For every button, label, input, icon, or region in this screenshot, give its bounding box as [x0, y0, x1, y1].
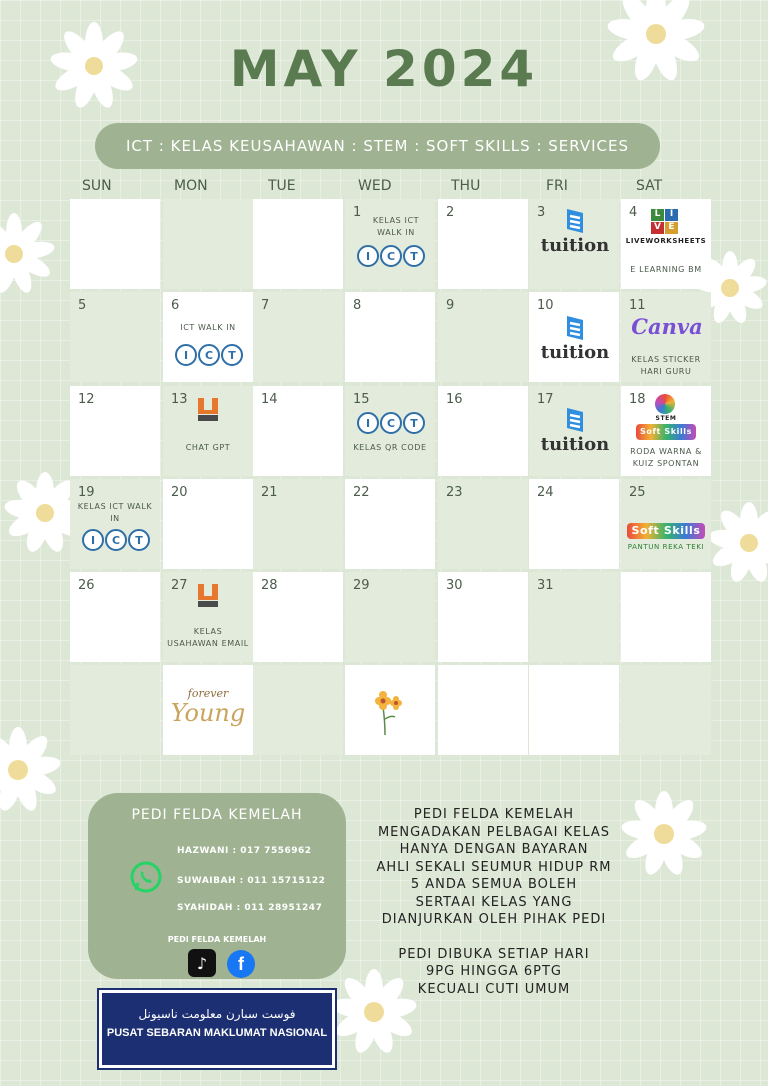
- calendar-day-5: [70, 292, 160, 382]
- tuition-logo: [535, 314, 615, 363]
- social-label: PEDI FELDA KEMELAH: [167, 935, 267, 944]
- calendar-cell-empty: [621, 572, 711, 662]
- info-line: KECUALI CUTI UMUM: [417, 981, 571, 997]
- calendar-day-19: [70, 479, 160, 569]
- info-line: SERTAAI KELAS YANG: [415, 894, 573, 910]
- ict-letter: C: [198, 344, 220, 366]
- day-number: 29: [353, 578, 370, 593]
- calendar-day-15: [345, 386, 435, 476]
- ict-logo: [82, 529, 150, 551]
- calendar-day-12: [70, 386, 160, 476]
- live-letter: E: [665, 222, 678, 234]
- day-number: 23: [446, 485, 463, 500]
- day-number: 28: [261, 578, 278, 593]
- day-number: 21: [261, 485, 278, 500]
- usahawan-logo-icon: [195, 582, 221, 608]
- day-number: 17: [537, 392, 554, 407]
- calendar-day-4: [621, 199, 711, 289]
- info-line: [360, 929, 628, 946]
- young-text: Young: [170, 699, 246, 727]
- book-icon: [563, 207, 587, 235]
- event-label: KELAS QR CODE: [353, 443, 427, 452]
- calendar-day-20: [163, 479, 253, 569]
- ict-letter: T: [403, 412, 425, 434]
- event-label: ICT WALK IN: [180, 323, 236, 332]
- calendar-cell-decoration: [345, 665, 435, 755]
- info-line: 5 ANDA SEMUA BOLEH: [410, 877, 578, 892]
- calendar-day-23: [438, 479, 528, 569]
- event-label: E LEARNING BM: [630, 265, 702, 274]
- day-number: 16: [446, 392, 463, 407]
- daisy-decoration: [618, 788, 710, 880]
- contact-card-title: PEDI FELDA KEMELAH: [131, 807, 303, 823]
- calendar-day-27: [163, 572, 253, 662]
- tiktok-icon[interactable]: ♪: [188, 949, 216, 977]
- softskills-logo: Soft Skills: [627, 523, 704, 539]
- calendar-cell-empty: [529, 665, 619, 755]
- calendar-cell-empty: [438, 665, 528, 755]
- day-number: 6: [171, 298, 180, 313]
- calendar-day-6: [163, 292, 253, 382]
- calendar-day-2: [438, 199, 528, 289]
- live-letter: L: [651, 209, 664, 221]
- ict-letter: I: [82, 529, 104, 551]
- ict-letter: C: [380, 245, 402, 267]
- calendar-day-28: [253, 572, 343, 662]
- info-text: [360, 806, 628, 998]
- calendar-cell-empty: [163, 199, 253, 289]
- weekday-sun: SUN: [82, 178, 112, 194]
- calendar-cell-empty: [70, 199, 160, 289]
- calendar-day-10: [529, 292, 619, 382]
- calendar-day-21: [253, 479, 343, 569]
- calendar-day-26: [70, 572, 160, 662]
- calendar-cell-empty: [621, 665, 711, 755]
- weekday-thu: THU: [451, 178, 481, 194]
- canva-logo: Canva: [631, 314, 703, 339]
- day-number: 22: [353, 485, 370, 500]
- liveworksheets-label: LIVEWORKSHEETS: [625, 237, 707, 245]
- forever-text: forever: [187, 687, 229, 700]
- daisy-decoration: [0, 724, 64, 816]
- weekday-fri: FRI: [546, 178, 568, 194]
- calendar-day-1: [345, 199, 435, 289]
- day-number: 8: [353, 298, 362, 313]
- ict-letter: C: [105, 529, 127, 551]
- ict-letter: I: [175, 344, 197, 366]
- calendar-day-14: [253, 386, 343, 476]
- calendar-day-9: [438, 292, 528, 382]
- calendar-day-31: [529, 572, 619, 662]
- live-letter: I: [665, 209, 678, 221]
- calendar-day-11: [621, 292, 711, 382]
- info-line: AHLI SEKALI SEUMUR HIDUP RM: [376, 859, 612, 875]
- day-number: 31: [537, 578, 554, 593]
- info-line: MENGADAKAN PELBAGAI KELAS: [377, 824, 611, 840]
- ict-logo: [357, 245, 425, 267]
- calendar-cell-decoration: [163, 665, 253, 755]
- calendar-day-24: [529, 479, 619, 569]
- event-label: KELAS ICT WALK IN: [372, 216, 420, 237]
- day-number: 14: [261, 392, 278, 407]
- facebook-icon[interactable]: f: [227, 950, 255, 978]
- stem-label: STEM: [655, 415, 677, 422]
- ict-letter: T: [403, 245, 425, 267]
- day-number: 1: [353, 205, 362, 220]
- whatsapp-icon[interactable]: [130, 861, 162, 893]
- flower-icon: [367, 689, 407, 737]
- day-number: 30: [446, 578, 463, 593]
- weekday-mon: MON: [174, 178, 208, 194]
- event-label: KELAS STICKER HARI GURU: [631, 355, 701, 376]
- info-line: HANYA DENGAN BAYARAN: [399, 842, 589, 857]
- ict-letter: T: [221, 344, 243, 366]
- day-number: 19: [78, 485, 95, 500]
- day-number: 24: [537, 485, 554, 500]
- weekday-tue: TUE: [268, 178, 296, 194]
- calendar-cell-empty: [253, 199, 343, 289]
- contact-suwaibah: SUWAIBAH : 011 15715122: [177, 876, 326, 886]
- calendar-cell-empty: [253, 665, 343, 755]
- event-label: CHAT GPT: [185, 443, 231, 452]
- weekday-sat: SAT: [636, 178, 663, 194]
- tuition-word: tuition: [540, 235, 610, 256]
- day-number: 15: [353, 392, 370, 407]
- day-number: 3: [537, 205, 546, 220]
- agency-jawi-name: فوست سبارن معلومت ناسيونل: [138, 1007, 296, 1021]
- day-number: 7: [261, 298, 270, 313]
- info-line: DIANJURKAN OLEH PIHAK PEDI: [381, 912, 607, 927]
- stem-icon: [655, 394, 675, 414]
- info-line: PEDI FELDA KEMELAH: [413, 807, 575, 822]
- info-line: PEDI DIBUKA SETIAP HARI: [398, 946, 590, 962]
- tuition-word: tuition: [540, 342, 610, 363]
- contact-hazwani: HAZWANI : 017 7556962: [177, 846, 312, 856]
- live-letter: V: [651, 222, 664, 234]
- subjects-banner: ICT : KELAS KEUSAHAWAN : STEM : SOFT SKILLS : SERVICES: [95, 123, 660, 169]
- daisy-decoration: [704, 498, 768, 588]
- calendar-day-13: [163, 386, 253, 476]
- softskills-logo: Soft Skills: [636, 424, 696, 440]
- book-icon: [563, 406, 587, 434]
- tuition-logo: [535, 207, 615, 256]
- day-number: 9: [446, 298, 455, 313]
- live-logo-icon: [651, 209, 679, 234]
- day-number: 18: [629, 392, 646, 407]
- ict-letter: I: [357, 245, 379, 267]
- calendar-day-22: [345, 479, 435, 569]
- event-label: KELAS USAHAWAN EMAIL: [167, 627, 249, 648]
- day-number: 27: [171, 578, 188, 593]
- info-line: 9PG HINGGA 6PTG: [426, 964, 562, 979]
- ict-letter: T: [128, 529, 150, 551]
- day-number: 25: [629, 485, 646, 500]
- event-label: PANTUN REKA TEKI: [627, 543, 705, 551]
- calendar-day-8: [345, 292, 435, 382]
- ict-logo: [357, 412, 425, 434]
- ict-logo: [175, 344, 243, 366]
- calendar-day-29: [345, 572, 435, 662]
- calendar-day-18: [621, 386, 711, 476]
- event-label: RODA WARNA & KUIZ SPONTAN: [630, 447, 702, 468]
- event-label: KELAS ICT WALK IN: [77, 502, 153, 523]
- ict-letter: I: [357, 412, 379, 434]
- calendar-day-7: [253, 292, 343, 382]
- contact-syahidah: SYAHIDAH : 011 28951247: [177, 903, 323, 913]
- agency-logo: [99, 990, 335, 1068]
- daisy-decoration: [0, 210, 58, 298]
- ict-letter: C: [380, 412, 402, 434]
- weekday-wed: WED: [358, 178, 392, 194]
- day-number: 4: [629, 205, 638, 220]
- calendar-day-30: [438, 572, 528, 662]
- calendar-cell-empty: [70, 665, 160, 755]
- calendar-day-16: [438, 386, 528, 476]
- day-number: 20: [171, 485, 188, 500]
- day-number: 12: [78, 392, 95, 407]
- day-number: 13: [171, 392, 188, 407]
- day-number: 5: [78, 298, 87, 313]
- tuition-logo: [535, 406, 615, 455]
- usahawan-logo-icon: [195, 396, 221, 422]
- contact-card: [88, 793, 346, 979]
- book-icon: [563, 314, 587, 342]
- day-number: 11: [629, 298, 646, 313]
- calendar-day-3: [529, 199, 619, 289]
- calendar-title: MAY 2024: [229, 40, 539, 98]
- calendar-day-25: [621, 479, 711, 569]
- day-number: 2: [446, 205, 455, 220]
- day-number: 10: [537, 298, 554, 313]
- agency-name: PUSAT SEBARAN MAKLUMAT NASIONAL: [106, 1027, 328, 1039]
- tuition-word: tuition: [540, 434, 610, 455]
- day-number: 26: [78, 578, 95, 593]
- calendar-day-17: [529, 386, 619, 476]
